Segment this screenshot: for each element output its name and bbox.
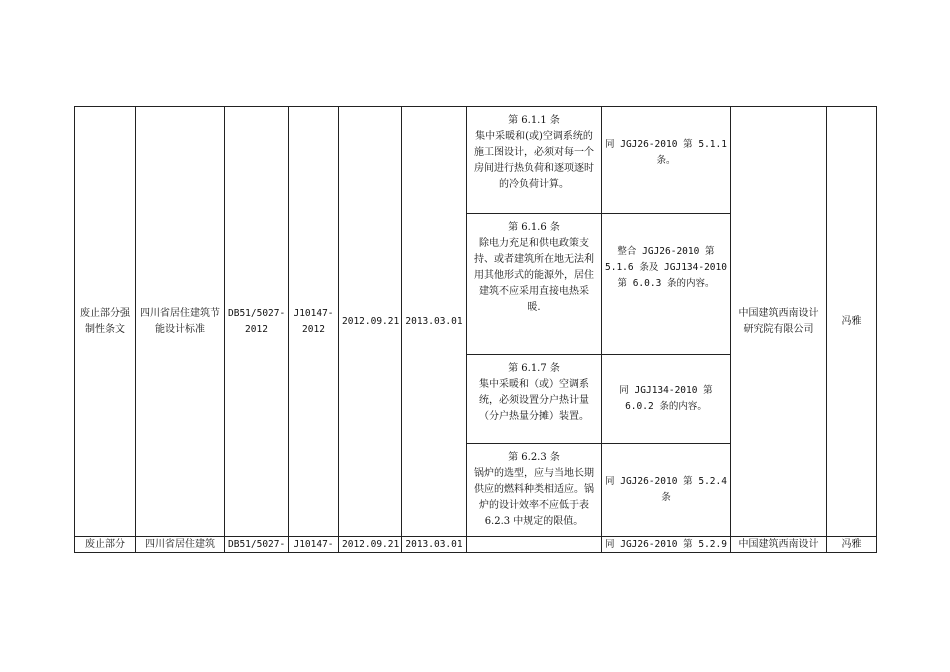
clause-title: 第 6.1.6 条 [508, 222, 560, 233]
issue-date-cell: 2012.09.21 [339, 537, 402, 553]
reference-cell: 同 JGJ26-2010 第 5.2.4 条 [602, 444, 731, 537]
person-cell: 冯雅 [827, 107, 877, 537]
reference-cell: 同 JGJ134-2010 第 6.0.2 条的内容。 [602, 355, 731, 444]
reference-cell: 同 JGJ26-2010 第 5.2.9 [602, 537, 731, 553]
clause-cell [467, 214, 602, 355]
category-cell: 废止部分强制性条文 [75, 107, 136, 537]
effective-date-cell: 2013.03.01 [402, 107, 467, 537]
clause-cell [467, 107, 602, 214]
drafting-org-cell: 中国建筑西南设计 [731, 537, 827, 553]
clause-title: 第 6.1.7 条 [508, 363, 560, 374]
clause-cell [467, 444, 602, 537]
clause-cell [467, 537, 602, 553]
record-no-cell: J10147-2012 [289, 107, 339, 537]
clause-body: 除电力充足和供电政策支持、或者建筑所在地无法利用其他形式的能源外，居住建筑不应采用直接电热采暖. [474, 238, 594, 313]
record-no-cell: J10147- [289, 537, 339, 553]
table-row [75, 107, 877, 214]
clause-cell [467, 355, 602, 444]
standard-no-cell: DB51/5027-2012 [225, 107, 289, 537]
issue-date-cell: 2012.09.21 [339, 107, 402, 537]
standards-table [74, 106, 877, 553]
category-cell: 废止部分 [75, 537, 136, 553]
clause-title: 第 6.1.1 条 [508, 115, 560, 126]
clause-body: 锅炉的选型，应与当地长期供应的燃料种类相适应。锅炉的设计效率不应低于表 6.2.3 中规定的限值。 [474, 468, 594, 527]
standard-name-cell: 四川省居住建筑节能设计标准 [136, 107, 225, 537]
drafting-org-cell: 中国建筑西南设计研究院有限公司 [731, 107, 827, 537]
effective-date-cell: 2013.03.01 [402, 537, 467, 553]
clause-body: 集中采暖和（或）空调系统，必须设置分户热计量（分户热量分摊）装置。 [479, 379, 589, 422]
reference-cell: 整合 JGJ26-2010 第 5.1.6 条及 JGJ134-2010 第 6.0.3 条的内容。 [602, 214, 731, 355]
clause-title: 第 6.2.3 条 [508, 452, 560, 463]
clause-body: 集中采暖和(或)空调系统的施工图设计，必须对每一个房间进行热负荷和逐项逐时的冷负荷计算。 [474, 131, 594, 190]
reference-cell: 同 JGJ26-2010 第 5.1.1 条。 [602, 107, 731, 214]
person-cell: 冯雅 [827, 537, 877, 553]
standard-name-cell: 四川省居住建筑 [136, 537, 225, 553]
standard-no-cell: DB51/5027- [225, 537, 289, 553]
table-row [75, 537, 877, 553]
